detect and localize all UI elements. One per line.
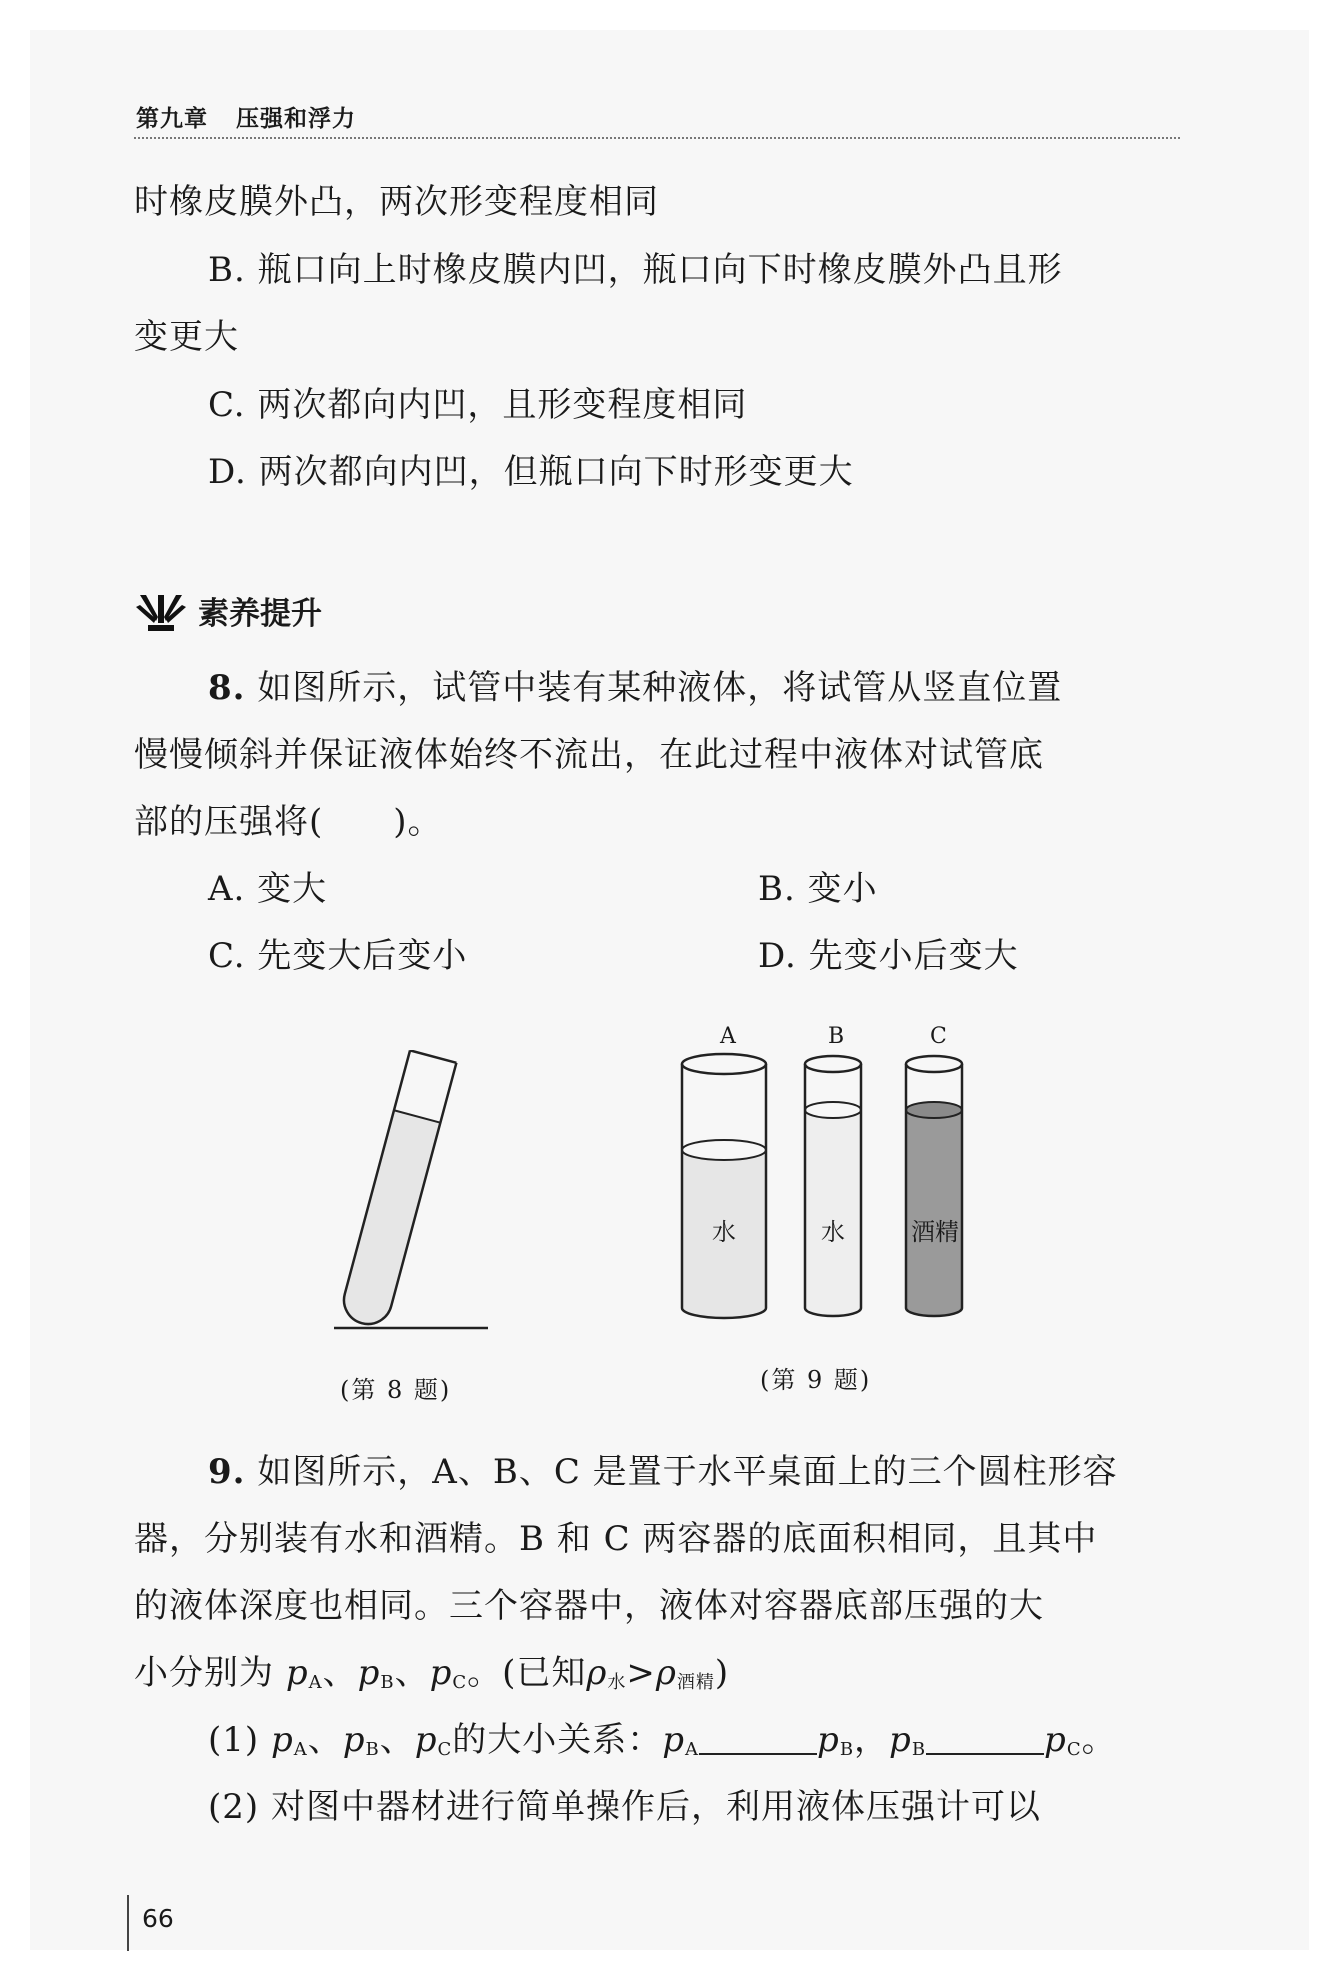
punct: 、 — [394, 1653, 430, 1693]
symbol-p: p — [270, 1720, 294, 1760]
text-line: 时橡皮膜外凸，两次形变程度相同 — [134, 182, 659, 222]
text-line: 变更大 — [134, 317, 239, 357]
symbol-rho: ρ — [586, 1653, 608, 1693]
subscript: A — [308, 1672, 323, 1693]
container-a-liquid-label: 水 — [712, 1218, 736, 1246]
q8-option-a: A. 变大 — [208, 869, 328, 909]
option-d-line: D. 两次都向内凹，但瓶口向下时形变更大 — [208, 452, 854, 492]
symbol-p: p — [429, 1653, 453, 1693]
page-number-rule — [127, 1895, 129, 1951]
page-number: 66 — [142, 1904, 174, 1933]
running-header — [136, 100, 356, 133]
subscript: 酒精 — [676, 1672, 715, 1693]
q9-subquestion-1 — [208, 1720, 1117, 1770]
symbol-p: p — [285, 1653, 309, 1693]
q9-line4-text: 小分别为 — [134, 1653, 286, 1693]
container-b-label: B — [828, 1024, 847, 1049]
q8-option-b: B. 变小 — [758, 869, 878, 909]
subq-text: 的大小关系： — [452, 1720, 663, 1760]
symbol-p: p — [817, 1720, 840, 1760]
subscript: 水 — [607, 1672, 627, 1693]
subscript: C — [437, 1739, 453, 1760]
punct: 。 — [467, 1653, 503, 1693]
q8-text: 如图所示，试管中装有某种液体，将试管从竖直位置 — [257, 668, 1063, 708]
container-c-label: C — [930, 1024, 949, 1049]
subscript: C — [1066, 1739, 1082, 1760]
container-a-label: A — [720, 1024, 738, 1049]
subscript: A — [685, 1739, 700, 1760]
container-c — [906, 1056, 962, 1316]
chapter-title: 压强和浮力 — [236, 106, 356, 132]
subscript: B — [911, 1739, 927, 1760]
subscript: C — [452, 1672, 468, 1693]
symbol-p: p — [889, 1720, 912, 1760]
subscript: A — [293, 1739, 308, 1760]
container-a — [682, 1054, 766, 1318]
q8-option-d: D. 先变小后变大 — [758, 936, 1019, 976]
container-b — [805, 1056, 861, 1316]
answer-blank[interactable] — [926, 1727, 1044, 1755]
symbol-rho: ρ — [655, 1653, 677, 1693]
subq-number: (1) — [208, 1720, 271, 1760]
q8-number: 8. — [208, 668, 246, 708]
subscript: B — [380, 1672, 395, 1693]
q8-option-c: C. 先变大后变小 — [208, 936, 468, 976]
section-title: 素养提升 — [198, 596, 322, 632]
chapter-label: 第九章 — [136, 106, 208, 132]
option-c-line: C. 两次都向内凹，且形变程度相同 — [208, 385, 748, 425]
q9-line3: 的液体深度也相同。三个容器中，液体对容器底部压强的大 — [134, 1586, 1044, 1626]
fig9-containers-diagram — [680, 1050, 980, 1330]
option-b-line: B. 瓶口向上时橡皮膜内凹，瓶口向下时橡皮膜外凸且形 — [208, 250, 1063, 290]
header-divider — [134, 137, 1180, 139]
punct: ) — [714, 1653, 730, 1693]
symbol-p: p — [414, 1720, 438, 1760]
container-b-liquid-label: 水 — [821, 1218, 845, 1246]
tilted-test-tube — [339, 1050, 457, 1329]
subscript: B — [365, 1739, 380, 1760]
answer-blank[interactable] — [699, 1727, 817, 1755]
greater-than: > — [626, 1653, 656, 1693]
q8-line3: 部的压强将( )。 — [134, 802, 443, 842]
q8-line2: 慢慢倾斜并保证液体始终不流出，在此过程中液体对试管底 — [134, 735, 1044, 775]
container-c-liquid-label: 酒精 — [911, 1218, 959, 1246]
fig8-test-tube-diagram — [320, 1050, 500, 1340]
q9-line4 — [134, 1653, 729, 1703]
plant-icon — [134, 589, 188, 633]
punct: ， — [854, 1720, 890, 1760]
fig9-caption: (第 9 题) — [760, 1366, 872, 1394]
symbol-p: p — [1044, 1720, 1067, 1760]
punct: 、 — [307, 1720, 343, 1760]
symbol-p: p — [662, 1720, 686, 1760]
subscript: B — [839, 1739, 855, 1760]
punct: 、 — [379, 1720, 415, 1760]
section-heading — [134, 588, 322, 633]
fig8-caption: (第 8 题) — [340, 1376, 452, 1404]
q9-line2: 器，分别装有水和酒精。B 和 C 两容器的底面积相同，且其中 — [134, 1519, 1098, 1559]
symbol-p: p — [342, 1720, 366, 1760]
punct: 、 — [322, 1653, 358, 1693]
q9-text: 如图所示，A、B、C 是置于水平桌面上的三个圆柱形容 — [257, 1452, 1118, 1492]
q8-line1 — [208, 668, 1062, 708]
symbol-p: p — [357, 1653, 381, 1693]
q9-line1 — [208, 1452, 1118, 1492]
punct: 。 — [1081, 1720, 1117, 1760]
known-text: (已知 — [502, 1653, 587, 1693]
q9-number: 9. — [208, 1452, 246, 1492]
q9-subquestion-2: (2) 对图中器材进行简单操作后，利用液体压强计可以 — [208, 1787, 1041, 1827]
